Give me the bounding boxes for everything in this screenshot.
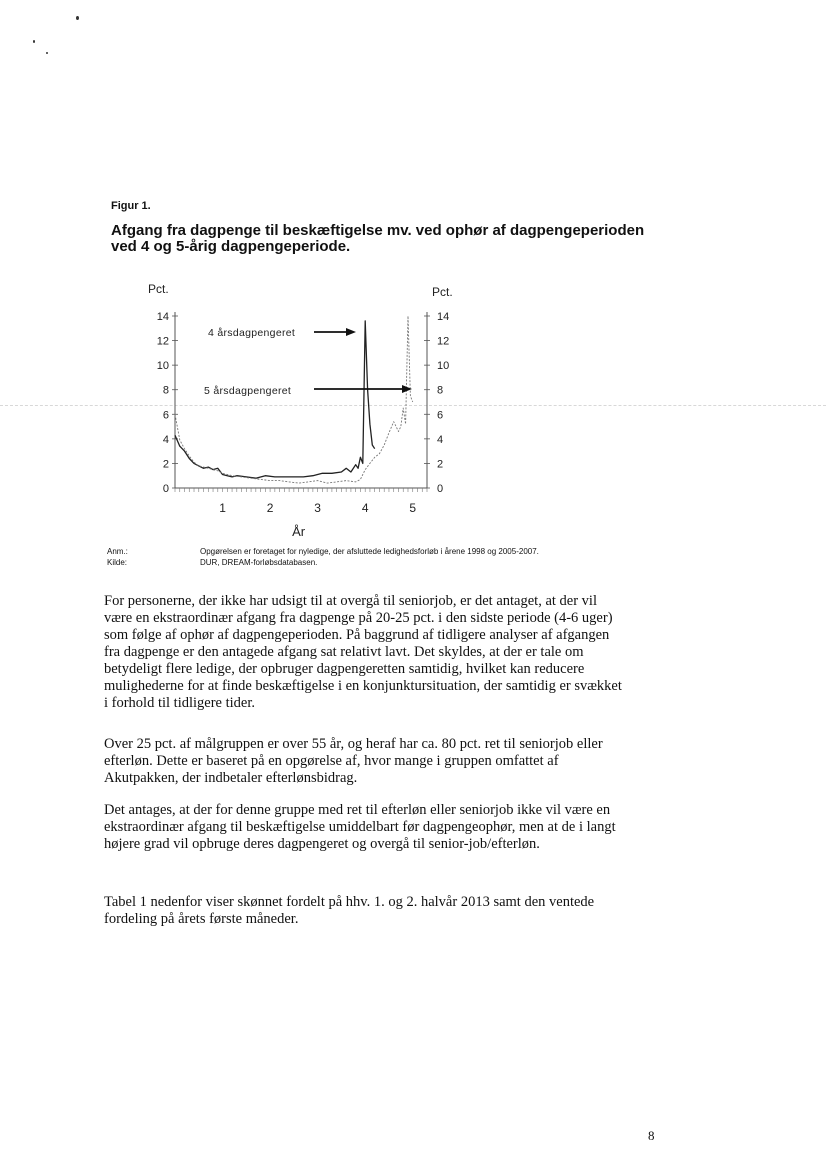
y-tick-label-right: 8 xyxy=(437,384,444,397)
y-tick-label-left: 4 xyxy=(162,433,169,446)
chart-series xyxy=(175,316,413,483)
x-tick-label: 4 xyxy=(361,501,369,515)
scan-speck xyxy=(76,16,79,20)
x-tick-label: 2 xyxy=(266,501,274,515)
figure-notes xyxy=(107,546,539,568)
body-paragraph-1: For personerne, der ikke har udsigt til at overgå til seniorjob, er det antaget, at der vil være en ekstraordinær afgang fra dagpenge på 20-25 pct. i den sidste periode (4-6 uger) som følge af ophør af dagpengeperioden. På baggrund af tidligere analyser af afgangen fra dagpenge er den antagede afgang sat relativt lavt. Det skyldes, at der er tale om betydeligt flere ledige, der opbruger dagpengeretten samtidig, hvilket kan reducere mulighederne for at finde beskæftigelse i en konjunktursituation, der samtidig er svækket i forhold til tidligere tider. xyxy=(104,593,622,711)
x-axis-label: År xyxy=(292,524,306,539)
y-tick-label-left: 6 xyxy=(162,409,169,422)
y-axis-label-right: Pct. xyxy=(432,285,453,299)
y-tick-label-left: 2 xyxy=(162,458,169,471)
note-text-kilde: DUR, DREAM-forløbsdatabasen. xyxy=(200,558,318,567)
note-text-anm: Opgørelsen er foretaget for nyledige, der afsluttede ledighedsforløb i årene 1998 og 2005-2007. xyxy=(200,547,539,556)
note-key-kilde: Kilde: xyxy=(107,558,128,567)
annotation-label-4-year: 4 årsdagpengeret xyxy=(208,327,296,339)
figure-label: Figur 1. xyxy=(111,200,151,212)
y-tick-label-right: 2 xyxy=(437,458,444,471)
page-number: 8 xyxy=(648,1128,655,1143)
x-tick-label: 3 xyxy=(314,501,321,515)
line-chart xyxy=(130,278,470,543)
series-line-1 xyxy=(175,321,375,478)
y-tick-label-right: 14 xyxy=(437,311,450,323)
y-tick-label-left: 8 xyxy=(162,384,169,397)
body-paragraph-4: Tabel 1 nedenfor viser skønnet fordelt på hhv. 1. og 2. halvår 2013 samt den ventede fordeling på årets første måneder. xyxy=(104,894,595,927)
x-tick-label: 1 xyxy=(219,501,226,515)
x-tick-label: 5 xyxy=(409,501,417,515)
y-tick-label-right: 0 xyxy=(437,483,444,495)
note-key-anm: Anm.: xyxy=(107,547,128,556)
y-axis-label-left: Pct. xyxy=(148,282,169,296)
annotation-arrowhead-4-year xyxy=(346,328,356,336)
scan-speck xyxy=(46,52,48,54)
chart-labels xyxy=(148,282,453,539)
y-tick-label-right: 10 xyxy=(437,360,450,373)
chart-axes xyxy=(172,312,430,492)
y-tick-label-right: 12 xyxy=(437,335,450,348)
y-tick-label-right: 6 xyxy=(437,409,444,422)
y-tick-label-right: 4 xyxy=(437,433,444,446)
annotation-label-5-year: 5 årsdagpengeret xyxy=(204,385,292,397)
y-tick-label-left: 12 xyxy=(156,335,169,348)
body-paragraph-2: Over 25 pct. af målgruppen er over 55 år, og heraf har ca. 80 pct. ret til seniorjob eller efterløn. Dette er baseret på en opgørelse af, hvor mange i gruppen omfattet af Akutpakken, der indbetaler efterlønsbidrag. xyxy=(104,736,603,786)
figure-title: Afgang fra dagpenge til beskæftigelse mv. ved ophør af dagpengeperioden ved 4 og 5-årig dagpengeperiode. xyxy=(111,222,645,255)
body-paragraph-3: Det antages, at der for denne gruppe med ret til efterløn eller seniorjob ikke vil være en ekstraordinær afgang til beskæftigelse umiddelbart før dagpengeophør, men at de i langt højere grad vil opbruge deres dagpengeret og overgå til senior-job/efterløn. xyxy=(104,802,616,852)
series-line-2 xyxy=(175,316,413,483)
y-tick-label-left: 10 xyxy=(156,360,169,373)
y-tick-label-left: 0 xyxy=(162,483,169,495)
scan-speck xyxy=(33,40,35,43)
y-tick-label-left: 14 xyxy=(156,311,169,323)
